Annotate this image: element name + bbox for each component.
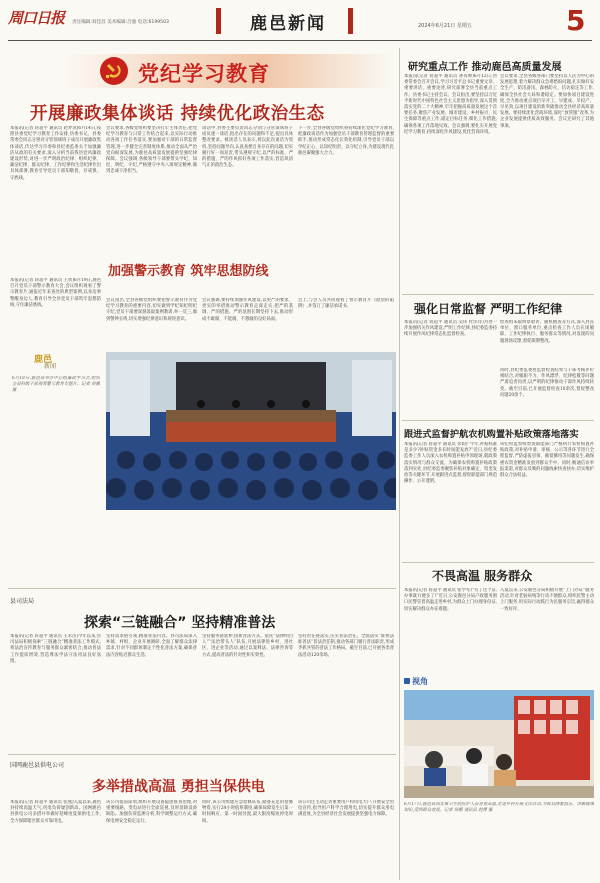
masthead <box>0 0 600 44</box>
article-2-col-2: 会议指出,全县各级党组织要把警示教育作为党纪学习教育的重要内容,切实做到学纪知纪明纪守纪,党员干部要深刻汲取案例教训,举一反三,做到警钟长鸣,切实增强纪律意识和规矩意识。 <box>106 298 197 322</box>
article-1-col-1: 本报讯(记者 蒋超平 通讯员 赵梦泽)6月14日,按照县委党纪学习教育工作安排,县委书记、县委常委会同志分别对分管领域班子成员开展廉政集体谈话,传达学习市委和县纪委监委关于加强廉洁从政的有关要求,深入分析当前我县党风廉政建设形势,对进一步严明政治纪律、组织纪律、廉洁纪律、群众纪律、工作纪律和生活纪律作出具体部署,教育引导党员干部知敬畏、存戒惧、守底线。 <box>10 126 101 181</box>
article-6-col-2: 检查组采取明察暗访、随机抽查等方式,深入县直单位、窗口服务单位,重点检查工作人员在岗履职、工作纪律执行、服务群众等情况,对发现的问题现场反馈,督促限期整改。 <box>500 320 594 344</box>
page-number: 5 <box>566 4 586 37</box>
logo-badge-main: 鹿邑 <box>34 355 53 365</box>
article-8-col-2: 入夏以来,公安鹿邑分局积极开展“上门办证”服务活动,针对老弱病残等行动不便群众,组织民警主动上门服务,用实际行动践行为民服务宗旨,赢得群众一致好评。 <box>500 588 594 612</box>
banner-title: 党纪学习教育 <box>138 62 270 86</box>
article-1-title: 开展廉政集体谈话 持续优化政治生态 <box>30 104 325 124</box>
article-5-title: 研究重点工作 推动鹿邑高质量发展 <box>408 62 562 73</box>
article-5-col-1: 本报讯(记者 蒋超平 通讯员 孙青帅)6月12日,县委常委会召开会议,学习习近平总书记重要文章、重要讲话、重要论述,研究部署全县当前重点工作。县委书记主持会议。会议指出,要坚持以习近平新时代中国特色社会主义思想为指导,深入贯彻落实党的二十大精神,牢牢把握高质量发展这个首要任务,聚焦产业发展、城市建设、乡村振兴、民生保障等重点工作,锚定目标任务,细化工作措施,确保各项工作落地见效。会议强调,要扎实开展党纪学习教育,持续深化作风建设,优化营商环境。 <box>404 74 497 135</box>
article-3-col-1: 本报讯(记者 蒋超平 通讯员 王禾苗)今年以来,县司法局积极探索“三链融合”精准普法工作模式,将法治宣传教育与服务群众紧密结合,推动普法工作提质增效,营造尊法学法守法用法良好氛围。 <box>10 634 101 664</box>
logo-badge <box>34 352 68 370</box>
article-3-col-3: 坚持服务链延伸,创新普法方式。依托“法律明白人”“法治带头人”队伍,开展法律进乡村、进社区、进企业等活动,通过以案释法、法律咨询等方式,提高普法的针对性和实效性。 <box>202 634 293 658</box>
photo-2-caption: 6月17日,鹿邑县涡北镇卫生院医护人员冒着高温,走进乡村开展义诊活动,为群众测量血压、讲解健康知识,受到群众欢迎。记者 侯鹏 通讯员 赵博 摄 <box>404 802 594 814</box>
article-1-col-2: 会议要求,各级党组织要坚决扛牢主体责任,把党纪学习教育与日常工作结合起来,以实际行动推动各项工作任务落实,要加强对干部的日常监督管理,进一步健全完善制度体系,推动全面从严治党向纵深发展,为鹿邑高质量发展提供坚强纪律保障。会议强调,各级领导干部要带头学纪、知纪、明纪、守纪,严格遵守中央八项规定精神,做到忠诚干净担当。 <box>106 126 197 175</box>
article-8-title: 不畏高温 服务群众 <box>432 569 533 583</box>
divider-art8 <box>402 562 594 563</box>
article-6-title: 强化日常监督 严明工作纪律 <box>414 302 563 316</box>
article-7-title: 跟进式监督护航农机购置补贴政策落地落实 <box>404 429 579 440</box>
section-bar <box>216 8 221 34</box>
article-7-col-1: 本报讯(记者 蒋超平 通讯员 彭盼)“今年,补贴标准是多少?补贴资金多长时间能发放?”近日,县纪委监委工作人员深入农机购置补贴申领现场,就政策落实情况与群众交流。为确保农机购置补贴政策落到实处,县纪委监委聚焦补贴对象确定、资金发放等关键环节,开展跟进式监督,督促职能部门规范操作、公开透明。 <box>404 442 497 485</box>
article-3-title: 探索“三链融合” 坚持精准普法 <box>84 615 276 631</box>
party-emblem-icon <box>100 57 128 85</box>
logo-text: 周口日报 <box>8 9 65 27</box>
article-7-col-2: 该纪检监察组督促职能部门严格执行农机购置补贴政策,对补贴申请、审核、公示等各环节进行全程监督,严防虚报冒领、截留挪用等问题发生,确保惠农资金精准发放到群众手中。同时,畅通信访举报渠道,对群众反映的问题线索快查快办,切实维护群众合法权益。 <box>500 442 594 479</box>
article-4-col-1: 本报讯(记者 蒋超平 通讯员 张燕)入夏以来,鹿邑县持续高温天气,用电负荷屡创新高。国网鹿邑县供电公司多措并举做好迎峰度夏保供电工作,全力保障辖区群众可靠用电。 <box>10 800 101 824</box>
article-6-col-1: 本报讯(记者 蒋超平 通讯员 吴伟 杜洋洋)为进一步加强机关作风建设,严明工作纪律,县纪委监委持续开展作风纪律常态化监督检查。 <box>404 320 497 338</box>
theme-banner <box>64 54 394 88</box>
article-4-col-2: 该公司提前谋划,组织开展设备隐患排查治理,对重要线路、变电站进行全面巡视,及时消除设备缺陷。加强负荷监测分析,科学调整运行方式,确保电网安全稳定运行。 <box>106 800 197 824</box>
column-separator <box>399 48 400 880</box>
photo-1-caption: 6月18日,鹿邑县举办中心组廉政学习会,组织全县科级干部观看警示教育专题片。记者 侯鹏 摄 <box>12 376 100 394</box>
viewpoint-tag <box>404 676 440 687</box>
article-2-col-1: 本报讯(记者 蒋超平 通讯员 王欣)6月19日,鹿邑召开党员干部警示教育大会,会议组织观看了警示教育片,通报近年来查处的典型案例,以身边事警醒身边人,教育引导全县党员干部筑牢思想防线,守住廉洁底线。 <box>10 278 101 308</box>
article-1-col-4: 下一步,全县各级党组织将持续深化党纪学习教育,把廉政谈话作为加强党员干部教育管理监督的重要抓手,推动形成常态化长效化机制,引导党员干部以学纪正心、以知纪明责、以守纪立身,为建设现代化鹿邑凝聚强大合力。 <box>298 126 394 156</box>
article-4-title: 多举措战高温 勇担当保供电 <box>92 779 265 795</box>
section-title: 鹿邑新闻 <box>250 14 326 34</box>
article-1-col-3: 谈话中,县委主要负责同志分别与分管领域班子成员逐一谈话,指出存在的问题和不足,提出具体整改要求。被谈话人员表示,将以此次谈话为契机,坚持问题导向,认真查摆自身存在的问题,切实履行好一岗双责,带头遵规守纪,以严的标准、严的措施、严的作风抓好各项工作落实,营造风清气正的政治生态。 <box>202 126 293 169</box>
article-2-title: 加强警示教育 筑牢思想防线 <box>108 264 269 279</box>
article-4-label: 国网鹿邑县供电公司 <box>10 762 65 769</box>
divider-art7 <box>402 420 594 421</box>
article-5-col-2: 会议要求,全县各级各部门要坚持以人民为中心的发展思想,着力解决群众急难愁盼问题,扎实做好安全生产、防汛备汛、森林防火、信访稳定等工作,确保全县社会大局和谐稳定。要加快项目建设进度,全力推动重点项目早开工、早建成、早投产、早见效,以项目建设的新突破推动全县经济高质量发展。要持续优化营商环境,深化“放管服”改革,为企业发展提供优质高效服务。会议还研究了其他事项。 <box>500 74 594 129</box>
divider-art6 <box>402 294 594 295</box>
article-8-col-1: 本报讯(记者 蒋超平 通讯员 张学军)“有了这个证,办事就方便多了!”近日,公安鹿邑分局户政服务窗口民警冒着高温走进乡村,为群众上门办理身份证,切实解决群众办证难题。 <box>404 588 497 612</box>
masthead-divider <box>8 40 592 41</box>
divider-art4 <box>8 754 396 755</box>
issue-date: 2024年6月21日 星期五 <box>418 23 472 29</box>
newspaper-logo <box>8 6 68 32</box>
article-2-col-3: 会议强调,要持续加强作风建设,以更严的要求、更实的举措推动警示教育走深走实,把严的基调、严的措施、严的氛围长期坚持下去,推动形成不敢腐、不能腐、不想腐的良好局面。 <box>202 298 293 322</box>
article-3-col-2: 坚持需求链引领,精准普法内容。县司法局深入乡镇、村组、企业开展调研,全面了解群众法律需求,针对不同群体制定个性化普法方案,确保普法内容贴近群众生活。 <box>106 634 197 658</box>
article-6-col-3: 同时,县纪委监委将监督检查结果与干部考核评价相结合,对履职不力、作风漂浮、纪律松散等问题严肃追责问责,以严明的纪律推动干部作风持续转变。截至目前,已开展监督检查10余次,督促整改问题20余个。 <box>500 368 594 398</box>
article-3-label: 县司法局 <box>10 598 35 605</box>
article-4-col-3: 同时,该公司组建应急抢修队伍,储备充足的抢修物资,实行24小时值班制度,确保故障发生后第一时间响应、第一时间处置,最大限度缩短停电时间。 <box>202 800 293 824</box>
article-4-col-4: 该公司还主动走访重要用户和用电大户,开展安全用电宣传,指导用户科学合理用电,切实提升群众用电满意度,为全县经济社会发展提供坚强电力保障。 <box>298 800 394 818</box>
editor-line: 责任编辑:刘佳昌 美术编辑:吕强 电话:6199503 <box>72 20 169 25</box>
clinic-photo <box>404 690 594 798</box>
section-bar-right <box>348 8 353 34</box>
viewpoint-icon <box>404 678 410 684</box>
logo-badge-sub: 新闻 <box>44 363 57 370</box>
article-2-col-4: 会上,与会人员共同观看了警示教育片《欲望的陷阱》,并签订了廉洁承诺书。 <box>298 298 394 310</box>
article-3-col-4: 坚持责任链落实,压实普法责任。全面落实“谁执法谁普法”普法责任制,推动各部门履行普法职责,形成齐抓共管的普法工作格局。截至目前,已开展各类普法活动120余场。 <box>298 634 394 658</box>
viewpoint-label: 视角 <box>412 677 428 686</box>
meeting-photo <box>106 352 396 510</box>
divider-art3 <box>8 588 396 589</box>
